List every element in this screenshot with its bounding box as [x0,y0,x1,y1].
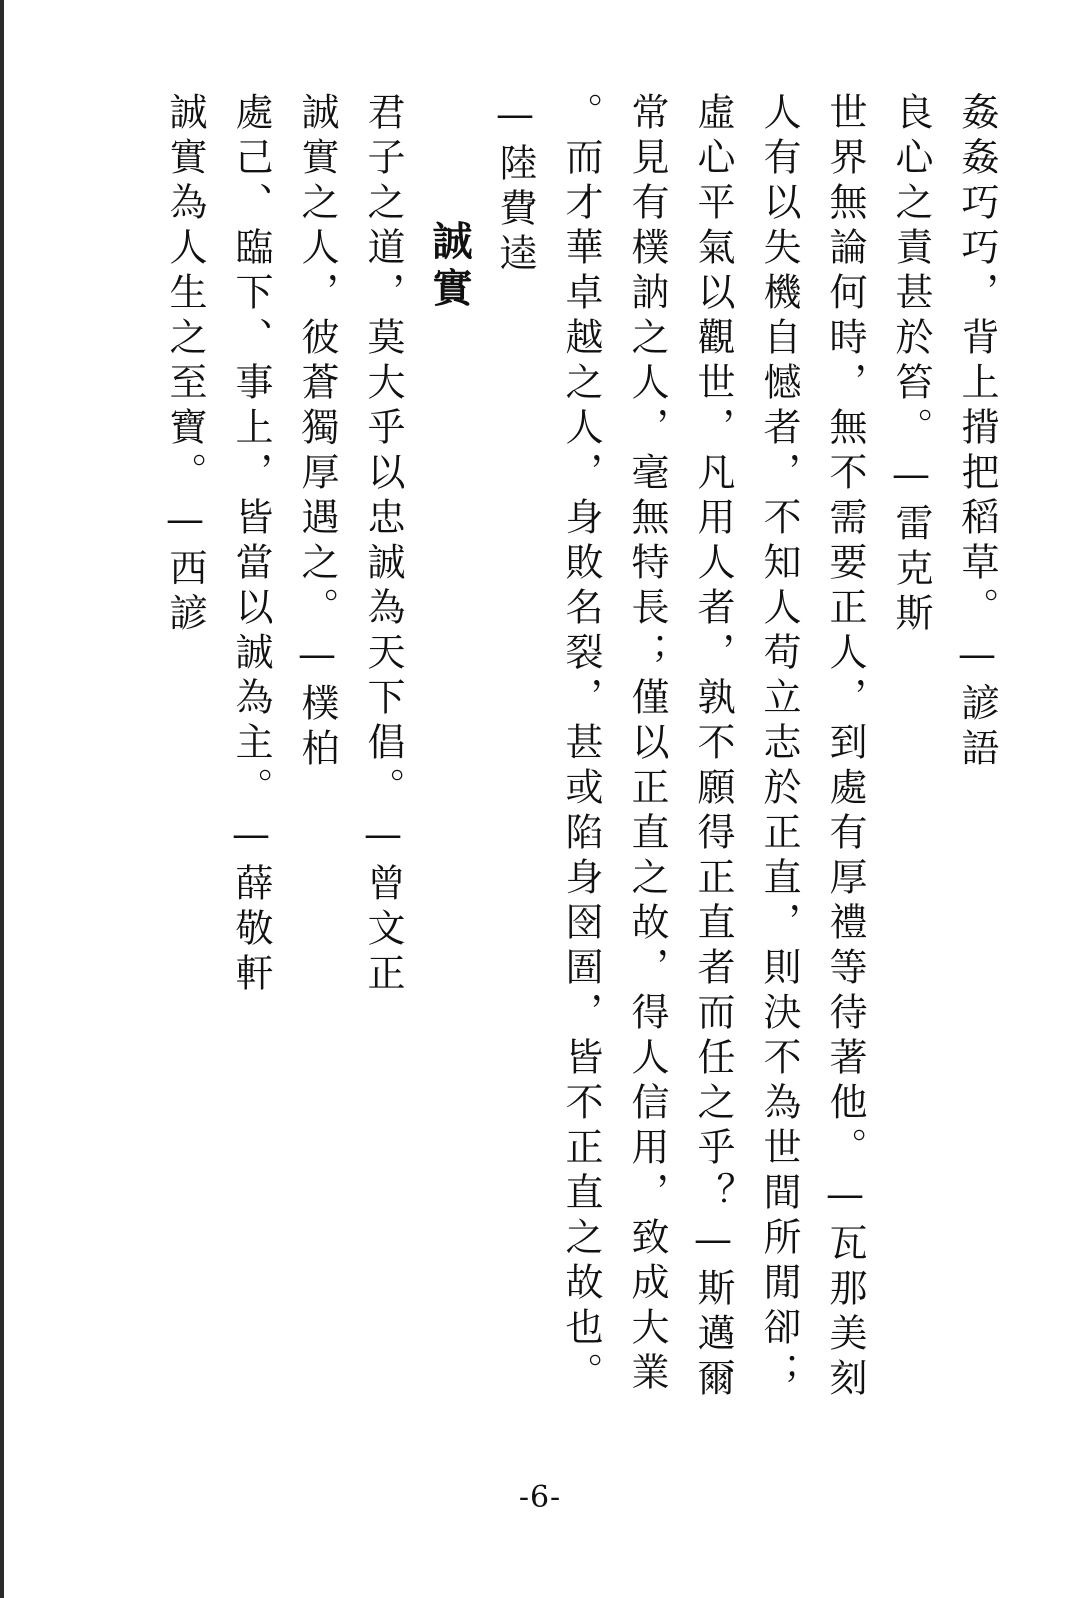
text-line: 處己、臨下、事上，皆當以誠為主。—薛敬軒 [229,92,273,998]
text-line: 君子之道，莫大乎以忠誠為天下倡。—曾文正 [361,92,405,998]
text-line: 人有以失機自憾者，不知人苟立志於正直，則決不為世間所閒卻； [757,92,801,1397]
section-heading: 誠實 [426,220,472,314]
text-line: 良心之責甚於笞。—雷克斯 [889,92,933,638]
text-line: 姦姦巧巧，背上揹把稻草。—諺語 [955,92,999,773]
text-line: —陸費逵 [493,92,537,278]
page-number: -6- [518,1480,562,1515]
text-line: 。而才華卓越之人，身敗名裂，甚或陷身囹圄，皆不正直之故也。 [559,92,603,1397]
page-binding-edge [0,0,4,1598]
text-line: 誠實之人，彼蒼獨厚遇之。—樸柏 [295,92,339,773]
text-line: 世界無論何時，無不需要正人，到處有厚禮等待著他。—瓦那美刻 [823,92,867,1403]
vertical-text-block [100,92,1010,1422]
text-line: 虛心平氣以觀世，凡用人者，孰不願得正直者而任之乎？—斯邁爾 [691,92,735,1403]
text-line: 誠實為人生之至寶。—西諺 [163,92,207,638]
text-line: 常見有樸訥之人，毫無特長；僅以正直之故，得人信用，致成大業 [625,92,669,1397]
